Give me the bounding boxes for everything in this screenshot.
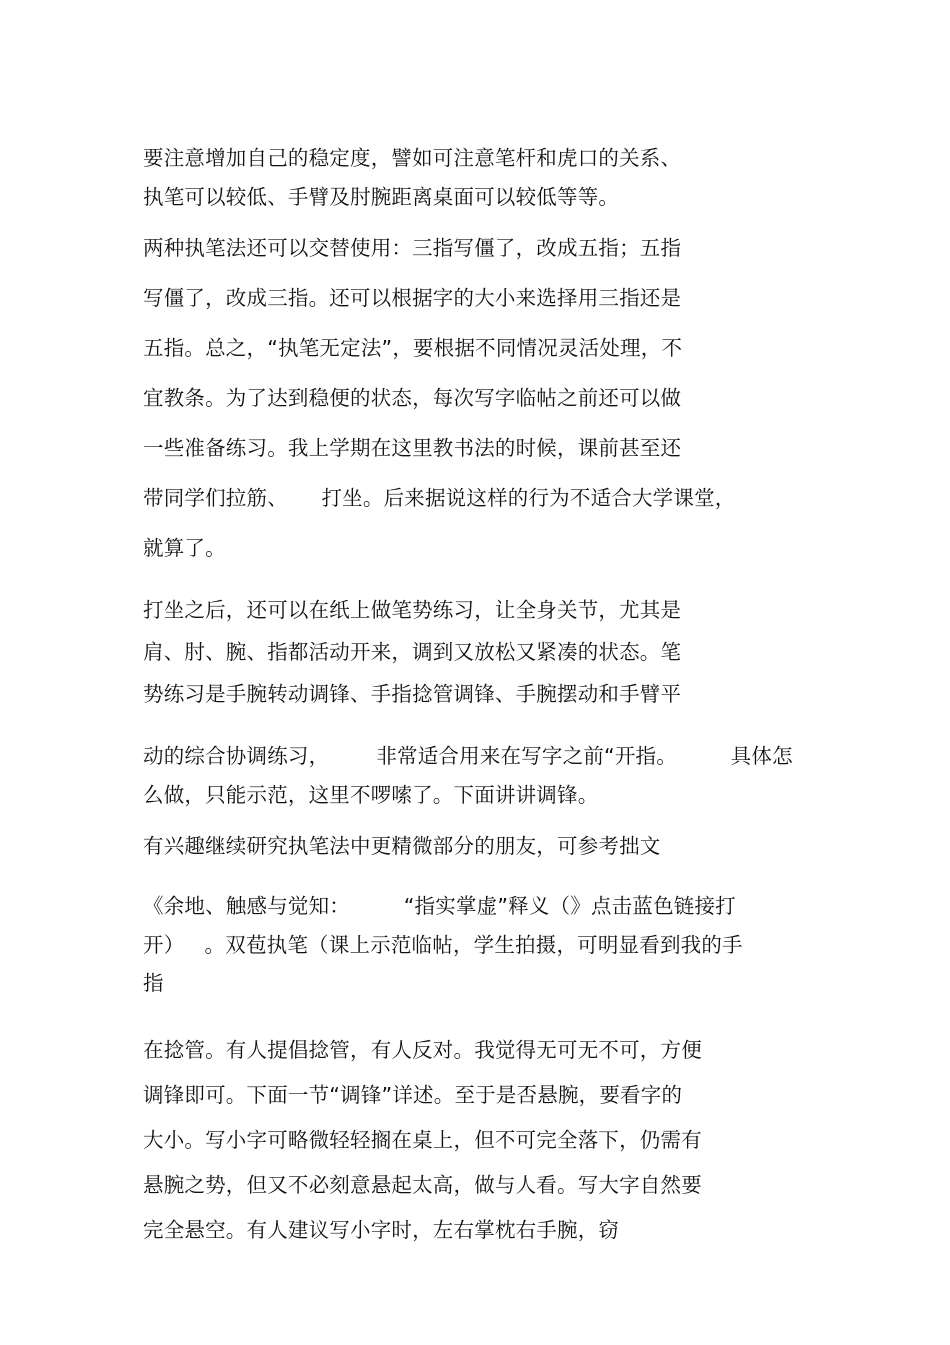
text-line: 指	[143, 971, 164, 995]
text-line: 《余地、触感与觉知： “指实掌虚”释义（》点击蓝色链接打	[143, 894, 736, 918]
text-line: 悬腕之势，但又不必刻意悬起太高，做与人看。写大字自然要	[143, 1173, 702, 1197]
text-line: 五指。总之，“执笔无定法”，要根据不同情况灵活处理，不	[143, 336, 683, 360]
text-line: 要注意增加自己的稳定度，譬如可注意笔杆和虎口的关系、	[143, 146, 682, 170]
text-line: 打坐之后，还可以在纸上做笔势练习，让全身关节，尤其是	[143, 598, 682, 622]
text-line: 肩、肘、腕、指都活动开来，调到又放松又紧凑的状态。笔	[143, 640, 682, 664]
text-line: 带同学们拉筋、 打坐。后来据说这样的行为不适合大学课堂，	[143, 486, 736, 510]
text-line: 执笔可以较低、手臂及肘腕距离桌面可以较低等等。	[143, 185, 620, 209]
text-line: 宜教条。为了达到稳便的状态，每次写字临帖之前还可以做	[143, 386, 682, 410]
text-line: 就算了。	[143, 536, 226, 560]
text-line: 调锋即可。下面一节“调锋”详述。至于是否悬腕，要看字的	[143, 1083, 683, 1107]
text-line: 势练习是手腕转动调锋、手指捻管调锋、手腕摆动和手臂平	[143, 682, 682, 706]
text-line: 有兴趣继续研究执笔法中更精微部分的朋友，可参考拙文	[143, 834, 661, 858]
text-line: 完全悬空。有人建议写小字时，左右掌枕右手腕，窃	[143, 1218, 620, 1242]
text-line: 写僵了，改成三指。还可以根据字的大小来选择用三指还是	[143, 286, 682, 310]
text-line: 开） 。双苞执笔（课上示范临帖，学生拍摄，可明显看到我的手	[143, 933, 743, 957]
text-line: 在捻管。有人提倡捻管，有人反对。我觉得无可无不可，方便	[143, 1038, 702, 1062]
text-line: 两种执笔法还可以交替使用：三指写僵了，改成五指；五指	[143, 236, 682, 260]
text-line: 么做，只能示范，这里不啰嗦了。下面讲讲调锋。	[143, 783, 599, 807]
text-line: 动的综合协调练习， 非常适合用来在写字之前“开指。 具体怎	[143, 744, 793, 768]
text-line: 一些准备练习。我上学期在这里教书法的时候，课前甚至还	[143, 436, 682, 460]
text-line: 大小。写小字可略微轻轻搁在桌上，但不可完全落下，仍需有	[143, 1128, 702, 1152]
